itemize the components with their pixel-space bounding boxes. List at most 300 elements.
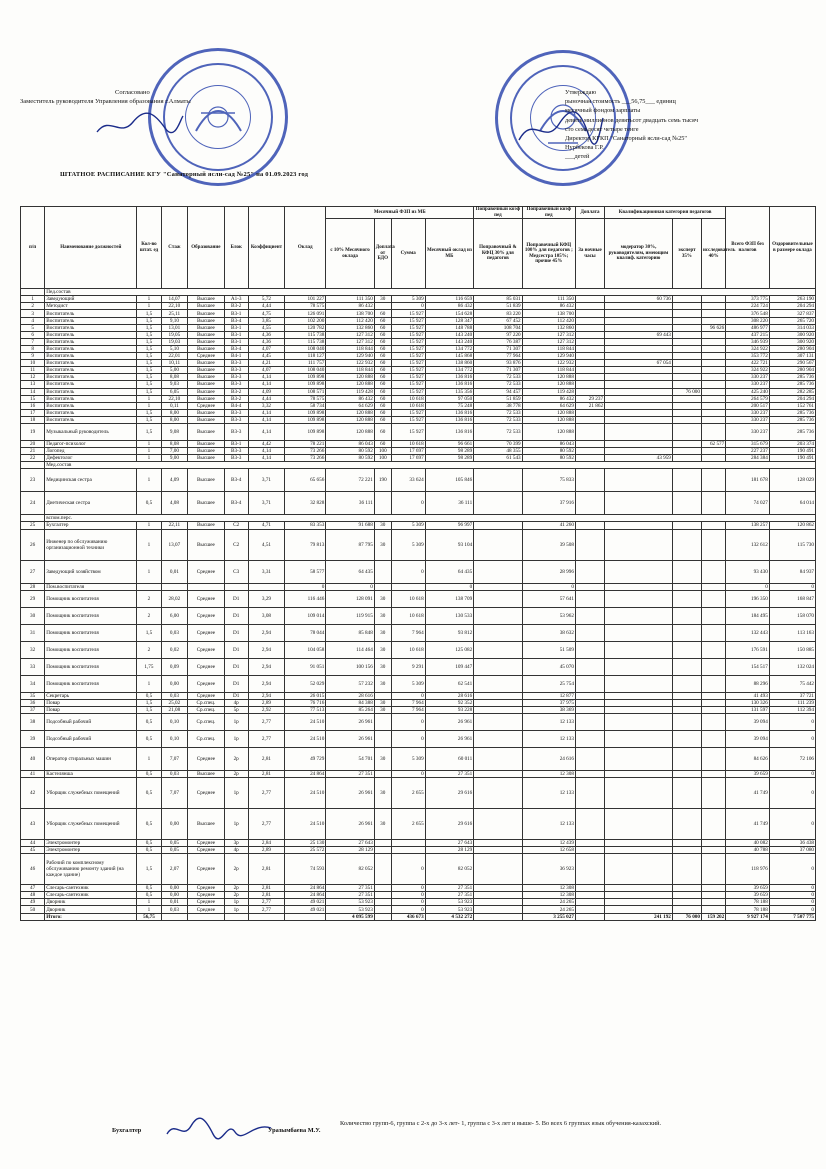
cell-o: 0 xyxy=(285,583,326,590)
cell-e: 9,08 xyxy=(161,423,188,440)
cell-s: 15 927 xyxy=(391,353,425,360)
cell-p100: 51 509 xyxy=(522,641,575,658)
cell-e: 8,08 xyxy=(161,440,188,447)
agreement-label: Согласовано xyxy=(115,89,150,96)
cell-p100: 41 260 xyxy=(522,522,575,529)
cell-p30 xyxy=(474,607,522,624)
col-edu: Образование xyxy=(188,207,224,289)
accountant-label: Бухгалтер xyxy=(112,1127,142,1134)
cell-n: 50 xyxy=(21,906,45,913)
cell-d: 60 xyxy=(374,331,391,338)
cell-t: 486 977 xyxy=(726,324,770,331)
cell-ed: Среднее xyxy=(188,641,224,658)
cell-nt xyxy=(575,388,604,395)
cell-n: 30 xyxy=(21,607,45,624)
cell-md xyxy=(605,416,673,423)
cell-b: В3-3 xyxy=(224,367,248,374)
cell-t: 353 772 xyxy=(726,353,770,360)
cell-o: 49 021 xyxy=(285,899,326,906)
cell-h: 282 285 xyxy=(769,388,815,395)
cell-o: 52 029 xyxy=(285,675,326,692)
cell-k xyxy=(248,583,284,590)
cell-ex xyxy=(672,706,701,713)
cell-k: 2,81 xyxy=(248,885,284,892)
cell-name: Дворник xyxy=(45,906,137,913)
cell-d: 60 xyxy=(374,440,391,447)
cell-a: 86 432 xyxy=(326,303,374,310)
cell-ed: Высшее xyxy=(188,448,224,455)
cell-o: 49 729 xyxy=(285,747,326,770)
cell-ex xyxy=(672,522,701,529)
cell-t: 330 237 xyxy=(726,416,770,423)
cell-p30 xyxy=(474,675,522,692)
cell-ed: Среднее xyxy=(188,847,224,854)
cell-m: 145 868 xyxy=(425,353,474,360)
total-empty xyxy=(285,913,326,920)
cell-p100: 12 133 xyxy=(522,730,575,747)
cell-e: 22,10 xyxy=(161,395,188,402)
cell-md xyxy=(605,854,673,885)
cell-p30: 51 839 xyxy=(474,303,522,310)
cell-b: 2р xyxy=(224,770,248,777)
cell-name: Воспитатель xyxy=(45,324,137,331)
cell-name: Диетическая сестра xyxy=(45,492,137,515)
cell-rs xyxy=(701,692,725,699)
cell-o: 24 864 xyxy=(285,892,326,899)
cell-ex xyxy=(672,583,701,590)
cell-ex xyxy=(672,847,701,854)
table-row xyxy=(21,416,816,423)
total-empty xyxy=(224,913,248,920)
cell-u: 1,5 xyxy=(137,360,161,367)
cell-t: 330 237 xyxy=(726,423,770,440)
cell-u: 0,5 xyxy=(137,885,161,892)
cell-rs xyxy=(701,338,725,345)
cell-p30: 71 307 xyxy=(474,345,522,352)
table-row xyxy=(21,906,816,913)
table-row xyxy=(21,529,816,560)
cell-u: 1,5 xyxy=(137,367,161,374)
cell-m: 0 xyxy=(425,583,474,590)
cell-p30 xyxy=(474,840,522,847)
cell-m: 93 812 xyxy=(425,624,474,641)
cell-p100: 138 700 xyxy=(522,310,575,317)
cell-n: 46 xyxy=(21,854,45,885)
cell-nt xyxy=(575,353,604,360)
cell-rs xyxy=(701,402,725,409)
cell-md xyxy=(605,374,673,381)
cell-ex xyxy=(672,469,701,492)
cell-p100: 127 312 xyxy=(522,338,575,345)
cell-s: 5 309 xyxy=(391,675,425,692)
cell-o: 111 757 xyxy=(285,360,326,367)
cell-h: 0 xyxy=(769,770,815,777)
cell-name: Логопед xyxy=(45,448,137,455)
cell-name: Подсобный рабочий xyxy=(45,730,137,747)
cell-u: 1 xyxy=(137,675,161,692)
cell-b: В3-1 xyxy=(224,338,248,345)
cell-o: 118 127 xyxy=(285,353,326,360)
agreement-block xyxy=(20,88,350,106)
cell-ex xyxy=(672,423,701,440)
cell-m: 53 923 xyxy=(425,906,474,913)
cell-h: 285 736 xyxy=(769,423,815,440)
cell-m: 93 104 xyxy=(425,529,474,560)
cell-ed: Ср.спец. xyxy=(188,699,224,706)
cell-rs xyxy=(701,706,725,713)
cell-p100: 120 888 xyxy=(522,416,575,423)
cell-d: 60 xyxy=(374,416,391,423)
cell-ed: Среднее xyxy=(188,778,224,809)
cell-u: 2 xyxy=(137,590,161,607)
cell-n: 15 xyxy=(21,395,45,402)
cell-p100: 75 833 xyxy=(522,469,575,492)
cell-m: 134 772 xyxy=(425,367,474,374)
cell-e: 0,01 xyxy=(161,560,188,583)
cell-o: 78 575 xyxy=(285,395,326,402)
cell-e: 9,03 xyxy=(161,381,188,388)
cell-a: 118 844 xyxy=(326,367,374,374)
cell-name: Дворник xyxy=(45,899,137,906)
cell-s: 10 618 xyxy=(391,641,425,658)
cell-ed: Высшее xyxy=(188,455,224,462)
cell-p30 xyxy=(474,713,522,730)
cell-t: 41 749 xyxy=(726,778,770,809)
totals-row xyxy=(21,913,816,920)
cell-s: 15 927 xyxy=(391,409,425,416)
cell-md xyxy=(605,423,673,440)
cell-a: 27 351 xyxy=(326,770,374,777)
cell-ed: Высшее xyxy=(188,469,224,492)
cell-n: 27 xyxy=(21,560,45,583)
cell-o: 58 577 xyxy=(285,560,326,583)
cell-d: 60 xyxy=(374,374,391,381)
cell-b: 4р xyxy=(224,699,248,706)
cell-e: 0,10 xyxy=(161,713,188,730)
section-label: вспом.перс. xyxy=(45,515,816,522)
cell-p100: 12 439 xyxy=(522,840,575,847)
cell-m: 27 351 xyxy=(425,885,474,892)
table-row xyxy=(21,583,816,590)
cell-n: 23 xyxy=(21,469,45,492)
cell-a: 127 312 xyxy=(326,338,374,345)
cell-d: 30 xyxy=(374,624,391,641)
cell-ex xyxy=(672,675,701,692)
cell-d: 30 xyxy=(374,747,391,770)
cell-u: 1 xyxy=(137,455,161,462)
cell-k: 4,21 xyxy=(248,360,284,367)
cell-o: 109 898 xyxy=(285,409,326,416)
cell-b: D1 xyxy=(224,590,248,607)
cell-n: 28 xyxy=(21,583,45,590)
cell-m: 128 347 xyxy=(425,317,474,324)
cell-t: 138 257 xyxy=(726,522,770,529)
cell-m: 26 961 xyxy=(425,730,474,747)
col-extra: Доплата от БДО xyxy=(374,219,391,289)
cell-name: Рабочий по комплексному обслуживанию ремонту зданий (на каждое здание) xyxy=(45,854,137,885)
total-empty xyxy=(374,913,391,920)
cell-name: Воспитатель xyxy=(45,331,137,338)
cell-nt xyxy=(575,747,604,770)
cell-k: 4,14 xyxy=(248,455,284,462)
cell-md: 67 054 xyxy=(605,360,673,367)
col-korr100: Поправочный КФЦ 100% для педагогов ; Медсестра 105%; прочие 45% xyxy=(522,219,575,289)
cell-p100: 12 308 xyxy=(522,770,575,777)
cell-a: 118 844 xyxy=(326,345,374,352)
cell-t: 39 659 xyxy=(726,770,770,777)
table-row xyxy=(21,607,816,624)
cell-a: 138 700 xyxy=(326,310,374,317)
cell-u: 0,5 xyxy=(137,840,161,847)
cell-t: 118 976 xyxy=(726,854,770,885)
cell-name: Воспитатель xyxy=(45,317,137,324)
cell-nt xyxy=(575,641,604,658)
cell-d: 60 xyxy=(374,367,391,374)
cell-u: 0,5 xyxy=(137,692,161,699)
col-units: Кол-во штат. ед xyxy=(137,207,161,289)
cell-name: Слесарь-сантехник xyxy=(45,885,137,892)
section-label: Мед.состав xyxy=(45,462,816,469)
cell-e: 0,09 xyxy=(161,658,188,675)
cell-ex xyxy=(672,899,701,906)
cell-d: 60 xyxy=(374,388,391,395)
cell-p100: 24 265 xyxy=(522,899,575,906)
cell-d: 60 xyxy=(374,409,391,416)
cell-s: 0 xyxy=(391,892,425,899)
cell-n: 20 xyxy=(21,440,45,447)
table-row xyxy=(21,402,816,409)
cell-p30: 71 307 xyxy=(474,367,522,374)
cell-p100: 112 420 xyxy=(522,317,575,324)
cell-o: 77 513 xyxy=(285,706,326,713)
cell-n: 10 xyxy=(21,360,45,367)
cell-m: 75 248 xyxy=(425,402,474,409)
cell-o: 108 040 xyxy=(285,367,326,374)
cell-n: 22 xyxy=(21,455,45,462)
cell-md xyxy=(605,641,673,658)
cell-o: 120 782 xyxy=(285,324,326,331)
cell-md xyxy=(605,317,673,324)
table-row xyxy=(21,324,816,331)
cell-ed: Высшее xyxy=(188,303,224,310)
cell-p30 xyxy=(474,847,522,854)
cell-h: 327 837 xyxy=(769,310,815,317)
table-row xyxy=(21,310,816,317)
cell-d: 100 xyxy=(374,455,391,462)
approval-line: сто семьдесят четыре тенге xyxy=(565,125,639,133)
table-row xyxy=(21,624,816,641)
cell-p100: 86 432 xyxy=(522,395,575,402)
table-row xyxy=(21,590,816,607)
cell-d: 60 xyxy=(374,381,391,388)
cell-s: 10 618 xyxy=(391,402,425,409)
cell-t: 154 517 xyxy=(726,658,770,675)
cell-h: 84 937 xyxy=(769,560,815,583)
cell-name: Воспитатель xyxy=(45,416,137,423)
cell-s: 9 291 xyxy=(391,658,425,675)
cell-t: 176 591 xyxy=(726,641,770,658)
cell-p100: 0 xyxy=(522,583,575,590)
cell-p100: 12 133 xyxy=(522,778,575,809)
cell-b: В3-4 xyxy=(224,469,248,492)
cell-m: 93 228 xyxy=(425,706,474,713)
cell-n: 13 xyxy=(21,381,45,388)
cell-p100: 86 432 xyxy=(522,303,575,310)
cell-p30 xyxy=(474,492,522,515)
cell-o: 109 014 xyxy=(285,607,326,624)
cell-m: 26 961 xyxy=(425,713,474,730)
cell-s: 0 xyxy=(391,770,425,777)
cell-rs xyxy=(701,310,725,317)
cell-s: 15 927 xyxy=(391,324,425,331)
cell-a: 64 435 xyxy=(326,560,374,583)
cell-p30: 72 533 xyxy=(474,416,522,423)
cell-e: 4,08 xyxy=(161,492,188,515)
cell-ed: Высшее xyxy=(188,367,224,374)
cell-u: 1 xyxy=(137,522,161,529)
cell-b: D1 xyxy=(224,692,248,699)
cell-h: 314 033 xyxy=(769,324,815,331)
cell-a: 0 xyxy=(326,583,374,590)
cell-d: 60 xyxy=(374,402,391,409)
cell-h: 64 014 xyxy=(769,492,815,515)
cell-h: 190 491 xyxy=(769,455,815,462)
cell-d xyxy=(374,692,391,699)
cell-ex xyxy=(672,607,701,624)
cell-s: 7 964 xyxy=(391,699,425,706)
cell-m: 135 356 xyxy=(425,388,474,395)
cell-p100: 120 888 xyxy=(522,423,575,440)
cell-h: 190 491 xyxy=(769,448,815,455)
cell-rs xyxy=(701,899,725,906)
col-name: Наименование должностей xyxy=(45,207,137,289)
cell-rs: 62 577 xyxy=(701,440,725,447)
cell-name: Воспитатель xyxy=(45,395,137,402)
cell-a: 53 923 xyxy=(326,906,374,913)
table-row xyxy=(21,778,816,809)
cell-rs xyxy=(701,448,725,455)
cell-e: 5,10 xyxy=(161,345,188,352)
cell-e: 4,09 xyxy=(161,469,188,492)
cell-t: 40 082 xyxy=(726,840,770,847)
cell-d: 60 xyxy=(374,338,391,345)
cell-t: 227 237 xyxy=(726,448,770,455)
cell-p30: 93 876 xyxy=(474,360,522,367)
cell-t: 39 094 xyxy=(726,713,770,730)
cell-ex xyxy=(672,455,701,462)
cell-nt xyxy=(575,892,604,899)
cell-nt xyxy=(575,770,604,777)
cell-o: 58 734 xyxy=(285,402,326,409)
approval-line: девять миллионов девятьсот двадцать семь тысяч xyxy=(565,116,699,124)
cell-t: 39 094 xyxy=(726,730,770,747)
cell-o: 24 510 xyxy=(285,778,326,809)
table-row xyxy=(21,854,816,885)
cell-d: 30 xyxy=(374,809,391,840)
table-row xyxy=(21,847,816,854)
cell-o: 102 200 xyxy=(285,317,326,324)
cell-u: 2 xyxy=(137,641,161,658)
cell-p100: 12 308 xyxy=(522,885,575,892)
cell-rs: 96 626 xyxy=(701,324,725,331)
cell-nt xyxy=(575,730,604,747)
total-p100: 3 255 027 xyxy=(522,913,575,920)
cell-nt xyxy=(575,658,604,675)
cell-name: Электромонтер xyxy=(45,840,137,847)
cell-p30 xyxy=(474,809,522,840)
cell-o: 78 575 xyxy=(285,303,326,310)
cell-k: 2,81 xyxy=(248,854,284,885)
cell-b: В3-2 xyxy=(224,395,248,402)
cell-ex xyxy=(672,840,701,847)
cell-k: 2,89 xyxy=(248,699,284,706)
cell-a: 120 888 xyxy=(326,381,374,388)
table-row xyxy=(21,331,816,338)
cell-name: Воспитатель xyxy=(45,367,137,374)
cell-u: 1,5 xyxy=(137,310,161,317)
col-group-korr2: Поправочный коэф пед xyxy=(522,207,575,219)
cell-d: 30 xyxy=(374,658,391,675)
cell-n: 36 xyxy=(21,699,45,706)
cell-md xyxy=(605,713,673,730)
cell-rs xyxy=(701,381,725,388)
table-row xyxy=(21,699,816,706)
cell-md xyxy=(605,353,673,360)
cell-nt xyxy=(575,885,604,892)
total-u: 56,75 xyxy=(137,913,161,920)
cell-name: Музыкальный руководитель xyxy=(45,423,137,440)
cell-d: 60 xyxy=(374,324,391,331)
cell-k: 3,32 xyxy=(248,402,284,409)
col-group-doplata: Доплата xyxy=(575,207,604,219)
cell-o: 25 130 xyxy=(285,840,326,847)
cell-name: Подсобный рабочий xyxy=(45,713,137,730)
cell-a: 128 091 xyxy=(326,590,374,607)
cell-d xyxy=(374,892,391,899)
cell-rs xyxy=(701,353,725,360)
cell-h: 0 xyxy=(769,583,815,590)
cell-p30 xyxy=(474,583,522,590)
cell-u: 1 xyxy=(137,899,161,906)
cell-p30: 67 452 xyxy=(474,317,522,324)
table-row xyxy=(21,692,816,699)
cell-rs xyxy=(701,590,725,607)
cell-name: Педагог-психолог xyxy=(45,440,137,447)
cell-t: 184 495 xyxy=(726,607,770,624)
cell-s: 7 964 xyxy=(391,624,425,641)
cell-d xyxy=(374,492,391,515)
cell-n: 48 xyxy=(21,892,45,899)
cell-a: 26 961 xyxy=(326,713,374,730)
cell-n: 6 xyxy=(21,331,45,338)
cell-k: 4,14 xyxy=(248,374,284,381)
cell-h: 158 070 xyxy=(769,607,815,624)
cell-k: 4,71 xyxy=(248,522,284,529)
cell-k: 2,81 xyxy=(248,770,284,777)
cell-name: Помощник воспитателя xyxy=(45,607,137,624)
cell-ex xyxy=(672,402,701,409)
cell-n: 42 xyxy=(21,778,45,809)
col-monthly: Месячный оклад из МБ xyxy=(425,219,474,289)
cell-u: 1,5 xyxy=(137,706,161,713)
cell-s: 15 927 xyxy=(391,317,425,324)
cell-ed: Высшее xyxy=(188,522,224,529)
cell-o: 74 593 xyxy=(285,854,326,885)
cell-rs xyxy=(701,409,725,416)
cell-t: 324 922 xyxy=(726,367,770,374)
cell-k: 4,45 xyxy=(248,353,284,360)
cell-ed: Высшее xyxy=(188,809,224,840)
